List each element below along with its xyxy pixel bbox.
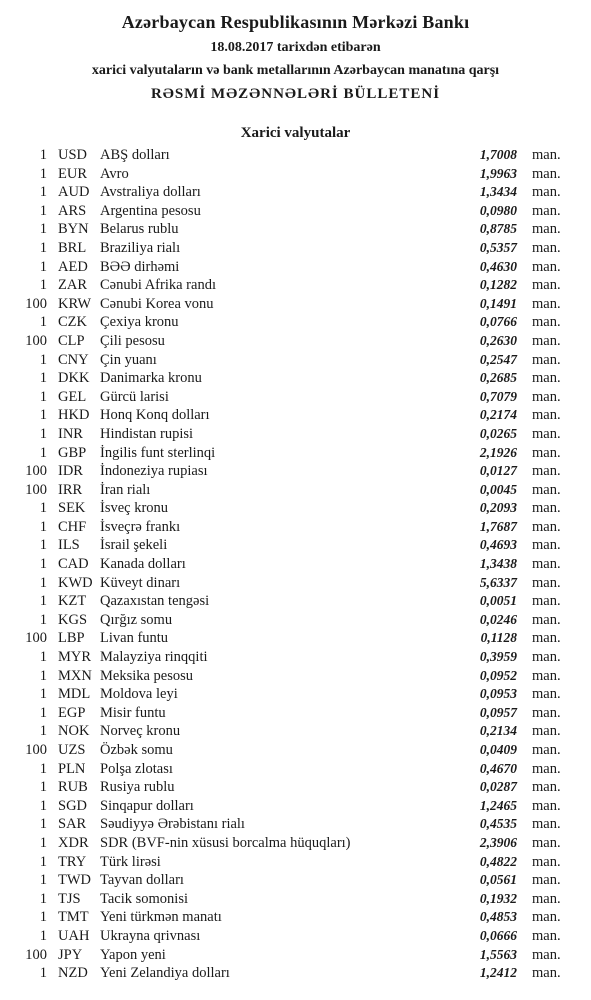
exchange-rate: 1,2412 <box>479 965 517 981</box>
manat-label: man. <box>532 332 561 349</box>
rate-row-aud <box>0 183 591 202</box>
currency-name: SDR (BVF-nin xüsusi borcalma hüquqları) <box>100 834 351 851</box>
currency-name: İran rialı <box>100 481 151 498</box>
rate-row-irr <box>0 481 591 500</box>
section-heading: Xarici valyutalar <box>240 125 351 141</box>
manat-label: man. <box>532 463 561 480</box>
currency-name: Meksika pesosu <box>100 667 194 684</box>
rate-row-chf <box>0 518 591 537</box>
rate-row-dkk <box>0 369 591 388</box>
currency-name: İsveçrə frankı <box>100 518 181 535</box>
rate-row-usd <box>0 146 591 165</box>
unit-amount: 1 <box>39 314 47 331</box>
rate-row-cad <box>0 555 591 574</box>
exchange-rate: 0,0246 <box>479 611 517 627</box>
manat-label: man. <box>532 351 561 368</box>
unit-amount: 1 <box>39 425 47 442</box>
manat-label: man. <box>532 500 561 517</box>
currency-code: AUD <box>58 184 90 201</box>
unit-amount: 100 <box>25 463 47 480</box>
rate-row-gel <box>0 388 591 407</box>
unit-amount: 1 <box>39 258 47 275</box>
manat-label: man. <box>532 239 561 256</box>
currency-code: TRY <box>58 853 87 870</box>
rate-row-mdl <box>0 685 591 704</box>
manat-label: man. <box>532 295 561 312</box>
exchange-rate: 1,9963 <box>479 165 517 181</box>
exchange-rate: 0,2093 <box>479 500 517 516</box>
manat-label: man. <box>532 221 561 238</box>
currency-code: NOK <box>58 723 90 740</box>
currency-code: HKD <box>58 407 90 424</box>
rate-row-myr <box>0 648 591 667</box>
unit-amount: 1 <box>39 165 47 182</box>
exchange-rate: 0,4822 <box>479 853 517 869</box>
rate-row-ars <box>0 202 591 221</box>
bulletin-subtitle: xarici valyutaların və bank metallarının Azərbaycan manatına qarşı <box>91 63 500 78</box>
currency-name: BƏƏ dirhəmi <box>100 258 180 275</box>
unit-amount: 1 <box>39 704 47 721</box>
currency-code: GEL <box>58 388 87 405</box>
manat-label: man. <box>532 518 561 535</box>
unit-amount: 1 <box>39 202 47 219</box>
currency-code: RUB <box>58 779 88 796</box>
manat-label: man. <box>532 667 561 684</box>
currency-code: MDL <box>58 686 91 703</box>
currency-name: Tayvan dolları <box>100 872 184 889</box>
rate-row-uah <box>0 927 591 946</box>
rate-row-hkd <box>0 406 591 425</box>
currency-code: INR <box>58 425 83 442</box>
currency-code: ARS <box>58 202 87 219</box>
rate-row-pln <box>0 760 591 779</box>
unit-amount: 1 <box>39 184 47 201</box>
exchange-rate: 1,5563 <box>479 946 517 962</box>
exchange-rate: 0,0953 <box>479 686 517 702</box>
manat-label: man. <box>532 425 561 442</box>
manat-label: man. <box>532 649 561 666</box>
exchange-rate: 0,8785 <box>479 221 517 237</box>
manat-label: man. <box>532 277 561 294</box>
manat-label: man. <box>532 909 561 926</box>
manat-label: man. <box>532 258 561 275</box>
currency-name: Rusiya rublu <box>100 779 175 796</box>
manat-label: man. <box>532 611 561 628</box>
currency-name: Qırğız somu <box>100 611 173 628</box>
currency-code: CNY <box>58 351 89 368</box>
currency-name: Yeni Zelandiya dolları <box>100 965 230 982</box>
rate-row-czk <box>0 313 591 332</box>
currency-code: KGS <box>58 611 88 628</box>
exchange-rate: 0,4630 <box>479 258 517 274</box>
currency-name: Qazaxıstan tengəsi <box>100 593 210 610</box>
manat-label: man. <box>532 834 561 851</box>
bank-name: Azərbaycan Respublikasının Mərkəzi Bankı <box>121 12 470 32</box>
unit-amount: 1 <box>39 611 47 628</box>
currency-code: CZK <box>58 314 87 331</box>
currency-code: ZAR <box>58 277 87 294</box>
manat-label: man. <box>532 388 561 405</box>
manat-label: man. <box>532 965 561 982</box>
exchange-rate: 0,0561 <box>479 872 517 888</box>
currency-name: Cənubi Afrika randı <box>100 277 216 294</box>
unit-amount: 1 <box>39 388 47 405</box>
rate-row-sar <box>0 815 591 834</box>
manat-label: man. <box>532 630 561 647</box>
currency-name: Avstraliya dolları <box>100 184 201 201</box>
unit-amount: 1 <box>39 686 47 703</box>
currency-name: Səudiyyə Ərəbistanı rialı <box>100 816 245 833</box>
unit-amount: 1 <box>39 723 47 740</box>
currency-name: İngilis funt sterlinqi <box>100 444 216 461</box>
exchange-rate: 0,3959 <box>479 649 517 665</box>
unit-amount: 1 <box>39 872 47 889</box>
currency-code: UZS <box>58 742 86 758</box>
unit-amount: 1 <box>39 909 47 926</box>
currency-name: Çin yuanı <box>100 351 157 368</box>
unit-amount: 100 <box>25 481 47 498</box>
currency-name: Gürcü larisi <box>100 388 169 405</box>
exchange-rate: 0,5357 <box>479 239 517 255</box>
unit-amount: 1 <box>39 147 47 163</box>
rate-row-tmt <box>0 908 591 927</box>
currency-code: BYN <box>58 221 89 238</box>
currency-code: SEK <box>58 500 86 517</box>
unit-amount: 1 <box>39 370 47 387</box>
currency-name: Braziliya rialı <box>100 239 181 256</box>
exchange-rate: 2,1926 <box>479 444 517 460</box>
exchange-rate: 0,0045 <box>479 481 517 497</box>
currency-code: MXN <box>58 667 92 684</box>
unit-amount: 1 <box>39 649 47 666</box>
exchange-rate: 0,1932 <box>479 890 517 906</box>
manat-label: man. <box>532 816 561 833</box>
exchange-rate: 1,3438 <box>479 556 517 572</box>
currency-name: Livan funtu <box>100 630 169 647</box>
manat-label: man. <box>532 444 561 461</box>
exchange-rate: 0,0952 <box>479 667 517 683</box>
currency-name: Türk lirəsi <box>100 853 161 870</box>
unit-amount: 100 <box>25 630 47 647</box>
rate-row-brl <box>0 239 591 258</box>
currency-code: JPY <box>58 946 83 963</box>
exchange-rate: 0,2547 <box>479 351 517 367</box>
currency-code: GBP <box>58 444 87 461</box>
rate-row-xdr <box>0 834 591 853</box>
rate-row-lbp <box>0 629 591 648</box>
manat-label: man. <box>532 593 561 610</box>
rate-row-krw <box>0 295 591 314</box>
effective-date: 18.08.2017 tarixdən etibarən <box>210 40 381 55</box>
currency-code: XDR <box>58 834 89 851</box>
rate-row-tjs <box>0 890 591 909</box>
manat-label: man. <box>532 314 561 331</box>
rate-row-nzd <box>0 964 591 983</box>
unit-amount: 1 <box>39 221 47 238</box>
unit-amount: 1 <box>39 407 47 424</box>
currency-name: ABŞ dolları <box>100 147 170 163</box>
manat-label: man. <box>532 890 561 907</box>
rate-row-nok <box>0 722 591 741</box>
rate-row-byn <box>0 220 591 239</box>
currency-code: USD <box>58 147 88 163</box>
rate-row-twd <box>0 871 591 890</box>
unit-amount: 1 <box>39 965 47 982</box>
currency-name: İndoneziya rupiası <box>100 463 208 480</box>
rate-row-aed <box>0 258 591 277</box>
exchange-rate: 0,4535 <box>479 816 517 832</box>
rate-row-clp <box>0 332 591 351</box>
unit-amount: 1 <box>39 667 47 684</box>
currency-code: TJS <box>58 890 81 907</box>
exchange-rate: 1,2465 <box>479 797 517 813</box>
rate-row-ils <box>0 536 591 555</box>
unit-amount: 1 <box>39 500 47 517</box>
manat-label: man. <box>532 742 561 758</box>
manat-label: man. <box>532 165 561 182</box>
exchange-rate: 0,0051 <box>479 593 517 609</box>
currency-code: DKK <box>58 370 90 387</box>
rate-row-sek <box>0 499 591 518</box>
manat-label: man. <box>532 779 561 796</box>
unit-amount: 100 <box>25 946 47 963</box>
unit-amount: 1 <box>39 537 47 554</box>
currency-name: Ukrayna qrivnası <box>100 927 201 944</box>
exchange-rate: 0,7079 <box>479 388 517 404</box>
currency-name: Cənubi Korea vonu <box>100 295 214 312</box>
exchange-rate: 1,7687 <box>479 518 517 534</box>
manat-label: man. <box>532 946 561 963</box>
exchange-rate: 0,2134 <box>479 723 517 739</box>
currency-code: CHF <box>58 518 87 535</box>
exchange-rate: 1,3434 <box>479 184 517 200</box>
manat-label: man. <box>532 184 561 201</box>
rate-row-kgs <box>0 611 591 630</box>
exchange-rate: 0,0409 <box>479 742 517 757</box>
manat-label: man. <box>532 686 561 703</box>
unit-amount: 1 <box>39 760 47 777</box>
rate-row-mxn <box>0 667 591 686</box>
currency-name: Norveç kronu <box>100 723 181 740</box>
exchange-rate: 0,0957 <box>479 704 517 720</box>
currency-name: İsveç kronu <box>100 500 169 517</box>
manat-label: man. <box>532 574 561 591</box>
currency-code: KRW <box>58 295 92 312</box>
rates-table <box>0 146 591 983</box>
rate-row-sgd <box>0 797 591 816</box>
exchange-rate: 0,1128 <box>480 630 517 646</box>
currency-name: Sinqapur dolları <box>100 797 194 814</box>
currency-name: Hindistan rupisi <box>100 425 194 442</box>
currency-name: Argentina pesosu <box>100 202 201 219</box>
currency-name: Çexiya kronu <box>100 314 179 331</box>
manat-label: man. <box>532 872 561 889</box>
rate-row-kwd <box>0 574 591 593</box>
currency-code: UAH <box>58 927 90 944</box>
manat-label: man. <box>532 704 561 721</box>
exchange-rate: 0,4670 <box>479 760 517 776</box>
exchange-rate: 0,0287 <box>479 779 517 795</box>
exchange-rate: 0,1282 <box>479 277 517 293</box>
unit-amount: 1 <box>39 797 47 814</box>
currency-code: KZT <box>58 593 87 610</box>
currency-code: IDR <box>58 463 83 480</box>
currency-code: NZD <box>58 965 88 982</box>
manat-label: man. <box>532 556 561 573</box>
currency-name: Yapon yeni <box>100 946 166 963</box>
currency-code: CAD <box>58 556 89 573</box>
exchange-rate: 0,2630 <box>479 332 517 348</box>
unit-amount: 1 <box>39 239 47 256</box>
unit-amount: 1 <box>39 351 47 368</box>
currency-code: KWD <box>58 574 93 591</box>
manat-label: man. <box>532 797 561 814</box>
rate-row-egp <box>0 704 591 723</box>
currency-name: Kanada dolları <box>100 556 186 573</box>
currency-name: Küveyt dinarı <box>100 574 181 591</box>
rate-row-cny <box>0 351 591 370</box>
currency-code: TMT <box>58 909 89 926</box>
currency-name: Misir funtu <box>100 704 166 721</box>
currency-name: Tacik somonisi <box>100 890 188 907</box>
currency-code: EGP <box>58 704 86 721</box>
currency-code: LBP <box>58 630 85 647</box>
unit-amount: 100 <box>25 295 47 312</box>
rate-row-uzs <box>0 741 591 760</box>
exchange-rate: 0,4693 <box>479 537 517 553</box>
currency-name: Honq Konq dolları <box>100 407 210 424</box>
manat-label: man. <box>532 481 561 498</box>
unit-amount: 1 <box>39 277 47 294</box>
rate-row-idr <box>0 462 591 481</box>
manat-label: man. <box>532 927 561 944</box>
manat-label: man. <box>532 723 561 740</box>
unit-amount: 1 <box>39 444 47 461</box>
rate-row-eur <box>0 165 591 184</box>
manat-label: man. <box>532 370 561 387</box>
currency-name: Yeni türkmən manatı <box>100 909 222 926</box>
manat-label: man. <box>532 147 561 163</box>
currency-code: BRL <box>58 239 87 256</box>
currency-code: AED <box>58 258 88 275</box>
rate-row-try <box>0 853 591 872</box>
exchange-rate: 0,0766 <box>479 314 517 330</box>
unit-amount: 1 <box>39 779 47 796</box>
currency-name: Avro <box>100 165 129 182</box>
exchange-rate: 0,0980 <box>479 202 517 218</box>
unit-amount: 1 <box>39 853 47 870</box>
currency-name: İsrail şekeli <box>100 537 168 554</box>
unit-amount: 1 <box>39 927 47 944</box>
unit-amount: 1 <box>39 556 47 573</box>
rate-row-zar <box>0 276 591 295</box>
currency-code: ILS <box>58 537 80 554</box>
manat-label: man. <box>532 202 561 219</box>
rate-row-rub <box>0 778 591 797</box>
currency-code: MYR <box>58 649 92 666</box>
rate-row-gbp <box>0 444 591 463</box>
currency-code: CLP <box>58 332 85 349</box>
currency-code: SGD <box>58 797 88 814</box>
currency-code: EUR <box>58 165 87 182</box>
exchange-rate: 0,2685 <box>479 370 517 386</box>
currency-name: Malayziya rinqqiti <box>100 649 208 666</box>
unit-amount: 100 <box>25 332 47 349</box>
exchange-rate: 0,0127 <box>479 463 517 479</box>
manat-label: man. <box>532 760 561 777</box>
manat-label: man. <box>532 537 561 554</box>
unit-amount: 1 <box>39 593 47 610</box>
currency-name: Danimarka kronu <box>100 370 202 387</box>
currency-code: IRR <box>58 481 83 498</box>
exchange-rate: 0,0265 <box>479 425 517 441</box>
exchange-rate: 0,0666 <box>479 927 517 943</box>
exchange-rate: 5,6337 <box>479 574 517 590</box>
manat-label: man. <box>532 407 561 424</box>
unit-amount: 1 <box>39 834 47 851</box>
unit-amount: 1 <box>39 816 47 833</box>
exchange-rate: 2,3906 <box>479 834 517 850</box>
currency-name: Belarus rublu <box>100 221 179 238</box>
rate-row-jpy <box>0 946 591 965</box>
exchange-rate: 0,2174 <box>479 407 517 423</box>
unit-amount: 1 <box>39 518 47 535</box>
unit-amount: 1 <box>39 890 47 907</box>
rate-row-kzt <box>0 592 591 611</box>
currency-code: TWD <box>58 872 92 889</box>
unit-amount: 1 <box>39 574 47 591</box>
exchange-rate: 1,7008 <box>479 147 517 162</box>
currency-code: SAR <box>58 816 87 833</box>
exchange-rate: 0,4853 <box>479 909 517 925</box>
currency-name: Çili pesosu <box>100 332 165 349</box>
manat-label: man. <box>532 853 561 870</box>
exchange-rate: 0,1491 <box>479 295 517 311</box>
rate-row-inr <box>0 425 591 444</box>
currency-name: Özbək somu <box>100 742 173 758</box>
bulletin-title: RƏSMİ MƏZƏNNƏLƏRİ BÜLLETENİ <box>150 86 441 102</box>
unit-amount: 100 <box>25 742 47 758</box>
currency-name: Polşa zlotası <box>100 760 173 777</box>
currency-name: Moldova leyi <box>100 686 178 703</box>
currency-code: PLN <box>58 760 86 777</box>
